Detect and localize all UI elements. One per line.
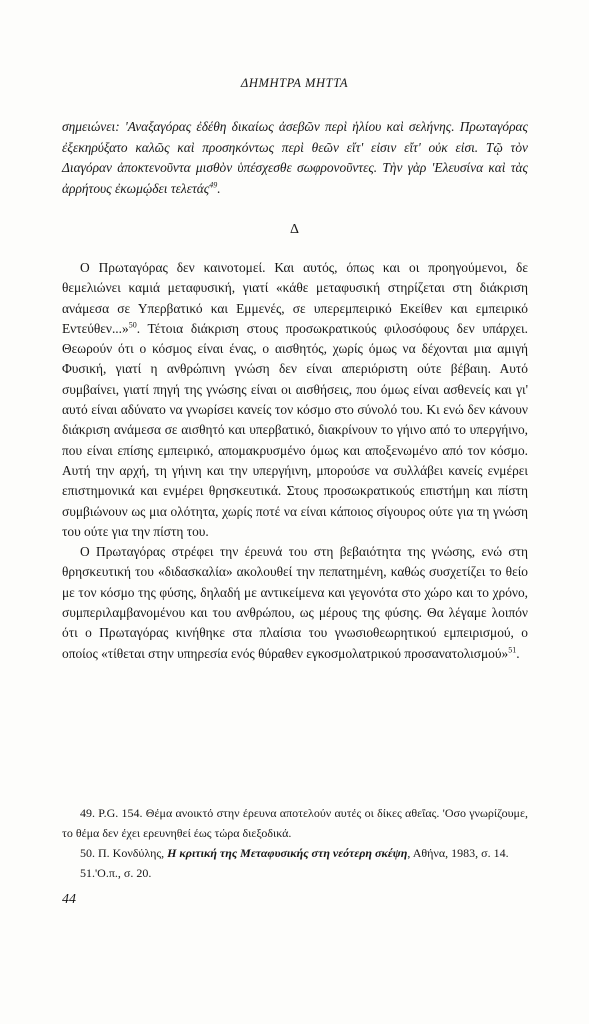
running-head: ΔΗΜΗΤΡΑ ΜΗΤΤΑ [240,76,349,90]
footnote-51: 51.'Ο.π., σ. 20. [80,866,152,880]
footnote-50-title: Η κριτική της Μεταφυσικής στη νεότερη σκέψη [167,846,408,860]
footnote-ref-51: 51 [508,645,517,655]
section-heading: Δ [289,222,299,237]
paragraph-1 [62,258,528,542]
footnotes [62,803,528,883]
paragraph-1-text-a: Ο Πρωταγόρας δεν καινοτομεί. Και αυτός, όπως και οι προηγούμενοι, δε θεμελιώνει καμιά μεταφυσική, γιατί «κάθε μεταφυσική στηρίζεται στη διάκριση ανάμεσα σε Υπερβατικό και Εμμενές, σε υπερεμπειρικό Εκείθεν και εμπειρικό Εντεύθεν...» [62,260,528,336]
quotation-text: σημειώνει: 'Αναξαγόρας ἐδέθη δικαίως ἀσεβῶν περὶ ἡλίου καὶ σελήνης. Πρωταγόρας ἐξεκηρύξατο καλῶς καὶ προσηκόντως περὶ θεῶν εἴτ' εἰσιν εἴτ' οὐκ εἰσι. Τῷ τὸν Διαγόραν ἀποκτενοῦντα μισθὸν ὑπέσχεσθε σωφρονοῦντες. Τὴν γὰρ 'Ελευσίνα καὶ τὰς ἀρρήτους ἐκωμῴδει τελετάς [62,119,528,196]
body-text [62,258,528,664]
footnote-ref-50: 50 [128,320,137,330]
paragraph-2-end: . [516,645,520,661]
page-number: 44 [62,892,76,907]
footnote-50-details: , Αθήνα, 1983, σ. 14. [407,846,509,860]
quotation-end: . [217,180,221,196]
footnote-50 [62,843,528,863]
footnote-50-author: 50. Π. Κονδύλης, [80,846,168,860]
greek-quotation [62,117,528,199]
paragraph-1-text-b: . Τέτοια διάκριση στους προσωκρατικούς φιλοσόφους δεν υπάρχει. Θεωρούν ότι ο κόσμος είναι ένας, ο αισθητός, χωρίς όμως να δέχονται μια αμιγή Φυσική, γιατί η ανθρώπινη γνώση δεν είναι απεριόριστη ούτε βέβαιη. Αυτό συμβαίνει, γιατί πηγή της γνώσης είναι οι αισθήσεις, που όμως είναι ασθενείς και γι' αυτό είναι αδύνατο να γνωρίσει κανείς τον κόσμο στο σύνολό του. Κι ενώ δεν κάνουν διάκριση ανάμεσα σε αισθητό και υπερβατικό, διακρίνουν το γήινο από το υπεργήινο, που είναι επίσης εμπειρικό, απομακρυσμένο όμως και αποξενωμένο από τον κόσμο. Αυτή την αρχή, τη γήινη και την υπεργήινη, μπορούσε να συλλάβει κανείς ενμέρει επιστημονικά και ενμέρει θρησκευτικά. Στους προσωκρατικούς επιστήμη και πίστη συμβιώνουν ως μια ολότητα, χωρίς ποτέ να είναι κάποιος σίγουρος ούτε για τη γνώση του ούτε για την πίστη του. [62,320,528,539]
paragraph-2-text: Ο Πρωταγόρας στρέφει την έρευνά του στη βεβαιότητα της γνώσης, ενώ στη θρησκευτική του «διδασκαλία» ακολουθεί την πεπατημένη, καθώς συσχετίζει το θείο με τον κόσμο της φύσης, δηλαδή με αντικείμενα και γεγονότα στο χώρο και το χρόνο, συμπεριλαμβανομένου και του ανθρώπου, ως μέρους της φύσης. Θα λέγαμε λοιπόν ότι ο Πρωταγόρας κινήθηκε στα πλαίσια του γνωσιοθεωρητικού εμπειρισμού, ο οποίος «τίθεται στην υπηρεσία ενός θύραθεν εγκοσμολατρικού προσανατολισμού» [62,544,528,661]
footnote-ref-49: 49 [209,180,218,190]
footnote-49: 49. P.G. 154. Θέμα ανοικτό στην έρευνα αποτελούν αυτές οι δίκες αθεΐας. 'Οσο γνωρίζουμε, το θέμα δεν έχει ερευνηθεί έως τώρα διεξοδικά. [62,806,528,840]
paragraph-2 [62,542,528,664]
